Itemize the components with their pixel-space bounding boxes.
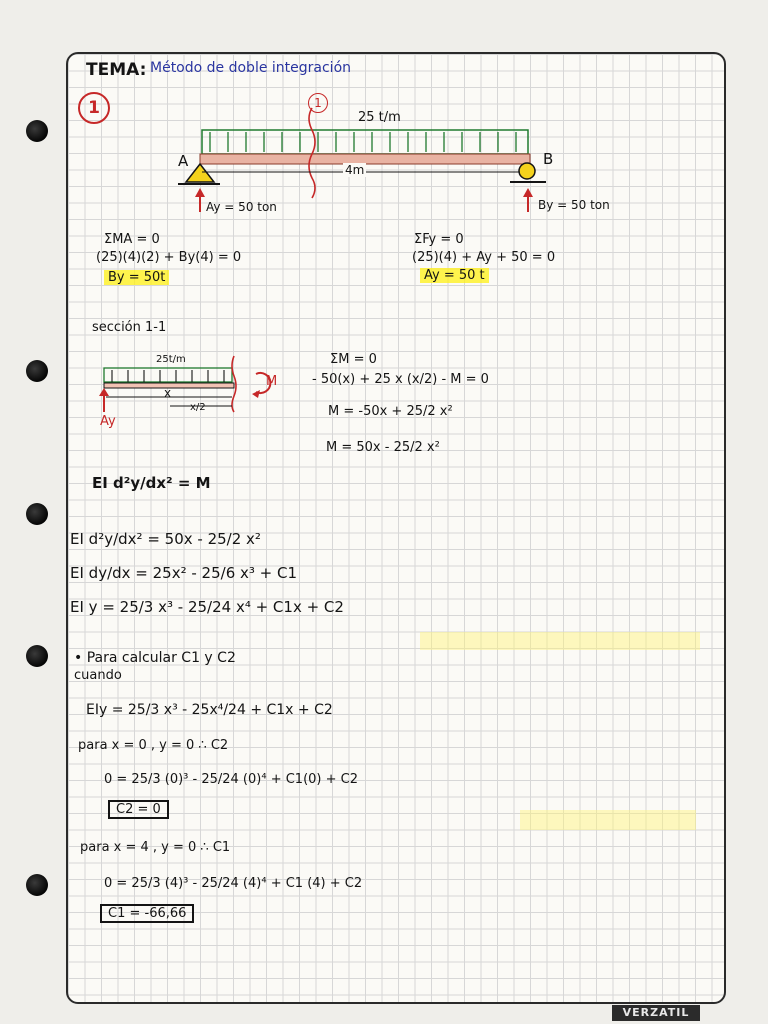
section-eq2: M = -50x + 25/2 x² <box>328 404 453 419</box>
constants-cuando: cuando <box>74 668 122 683</box>
load-label: 25 t/m <box>358 110 401 125</box>
by-result-text: By = 50t <box>104 270 169 285</box>
integration-base: EI d²y/dx² = M <box>92 474 211 492</box>
section-title: sección 1-1 <box>92 320 167 335</box>
problem-number: 1 <box>88 98 100 118</box>
length-label: 4m <box>345 163 365 177</box>
section-mark: 1 <box>314 96 322 110</box>
reaction-a-label: Ay = 50 ton <box>206 200 277 214</box>
condition-2: para x = 4 , y = 0 ∴ C1 <box>80 840 231 855</box>
faded-highlight <box>420 632 700 650</box>
support-a-label: A <box>178 152 189 170</box>
condition-1: para x = 0 , y = 0 ∴ C2 <box>78 738 229 753</box>
section-ay-label: Ay <box>100 414 116 429</box>
c2-result-box: C2 = 0 <box>108 800 169 819</box>
section-diagram <box>0 0 768 460</box>
binder-hole <box>26 645 48 667</box>
sum-ma: ΣMA = 0 <box>104 232 160 247</box>
section-eq1: - 50(x) + 25 x (x/2) - M = 0 <box>312 372 489 387</box>
sum-m: ΣM = 0 <box>330 352 377 367</box>
binder-hole <box>26 503 48 525</box>
integration-step1: EI d²y/dx² = 50x - 25/2 x² <box>70 530 261 548</box>
section-x2-label: x/2 <box>190 402 206 413</box>
sum-ma-equation: (25)(4)(2) + By(4) = 0 <box>96 250 242 265</box>
section-eq3: M = 50x - 25/2 x² <box>326 440 440 455</box>
support-b-label: B <box>543 150 554 168</box>
sum-fy: ΣFy = 0 <box>414 232 464 247</box>
tema-label: TEMA: <box>86 60 147 80</box>
integration-step2: EI dy/dx = 25x² - 25/6 x³ + C1 <box>70 564 298 582</box>
substitution-1: 0 = 25/3 (0)³ - 25/24 (0)⁴ + C1(0) + C2 <box>104 772 358 787</box>
substitution-2: 0 = 25/3 (4)³ - 25/24 (4)⁴ + C1 (4) + C2 <box>104 876 363 891</box>
ay-result-text: Ay = 50 t <box>420 268 489 283</box>
reaction-b-label: By = 50 ton <box>538 198 610 212</box>
faded-highlight <box>520 810 696 830</box>
c1-result-box: C1 = -66,66 <box>100 904 194 923</box>
c2-result <box>108 802 169 817</box>
sum-fy-equation: (25)(4) + Ay + 50 = 0 <box>412 250 556 265</box>
page-title: Método de doble integración <box>150 60 352 76</box>
ely-equation: EIy = 25/3 x³ - 25x⁴/24 + C1x + C2 <box>86 702 333 718</box>
c1-result <box>100 906 194 921</box>
integration-step3: EI y = 25/3 x³ - 25/24 x⁴ + C1x + C2 <box>70 598 344 616</box>
binder-hole <box>26 874 48 896</box>
section-load-label: 25t/m <box>156 354 186 365</box>
section-moment-label: M <box>266 374 278 389</box>
brand-stamp: VERZATIL <box>612 1005 700 1021</box>
constants-intro: • Para calcular C1 y C2 <box>74 650 236 666</box>
section-x-label: x <box>164 386 172 400</box>
